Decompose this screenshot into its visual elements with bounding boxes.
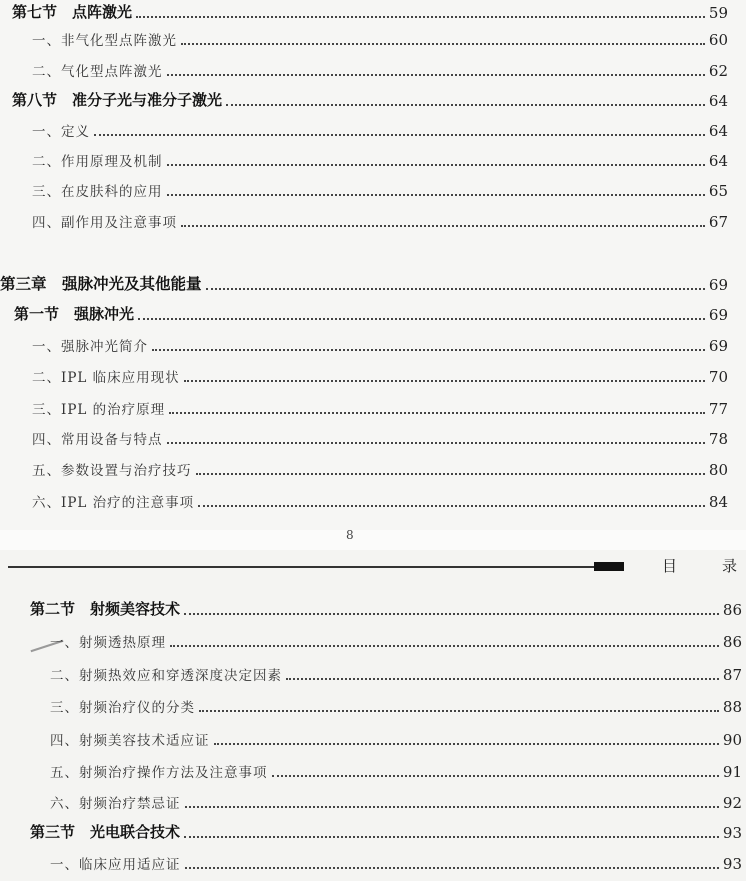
toc-page-number: 93 [722,855,742,873]
toc-row [50,851,742,873]
toc-page-number: 88 [722,698,742,716]
toc-page-number: 90 [722,731,742,749]
toc-item-title: 四、副作用及注意事项 [32,215,177,231]
toc-section-title: 第三节 光电联合技术 [30,823,181,841]
toc-page-number: 64 [708,152,728,170]
toc-page-number: 64 [708,92,728,110]
toc-row [32,333,728,355]
toc-page-number: 64 [708,122,728,140]
page-gap [0,530,746,550]
toc-section-title: 第七节 点阵激光 [12,3,133,21]
toc-page-number: 60 [708,31,728,49]
toc-page-number: 93 [722,824,742,842]
toc-section-title: 第一节 强脉冲光 [14,305,135,323]
toc-row [32,148,728,170]
dot-leader [169,411,705,414]
dot-leader [185,866,719,869]
dot-leader [196,472,705,475]
toc-item-title: 二、IPL 临床应用现状 [32,370,180,386]
dot-leader [167,163,705,166]
dot-leader [226,103,705,106]
toc-row [12,88,728,110]
dot-leader [167,441,705,444]
header-marker [594,562,624,571]
toc-item-title: 一、非气化型点阵激光 [32,33,177,49]
toc-item-title: 一、临床应用适应证 [50,857,181,873]
toc-item-title: 三、在皮肤科的应用 [32,184,163,200]
toc-page-number: 77 [708,400,728,418]
dot-leader [136,15,705,18]
dot-leader [170,644,719,647]
dot-leader [94,133,705,136]
toc-section-title: 第八节 准分子光与准分子激光 [12,91,223,109]
toc-chapter-title: 第三章 强脉冲光及其他能量 [0,274,202,293]
toc-row [12,0,728,22]
toc-page-number: 92 [722,794,742,812]
toc-row [32,58,728,80]
toc-item-title: 二、作用原理及机制 [32,154,163,170]
toc-page-number: 59 [708,4,728,22]
toc-item-title: 一、射频透热原理 [50,635,166,651]
dot-leader [138,317,705,320]
toc-page-number: 78 [708,430,728,448]
toc-row [32,489,728,511]
toc-row [32,396,728,418]
toc-row [50,727,742,749]
toc-row [30,597,742,619]
toc-item-title: 五、射频治疗操作方法及注意事项 [50,765,268,781]
dot-leader [206,287,705,290]
toc-page-number: 86 [722,601,742,619]
toc-item-title: 六、射频治疗禁忌证 [50,796,181,812]
dot-leader [199,709,719,712]
dot-leader [185,805,719,808]
toc-page-number: 62 [708,62,728,80]
toc-row [30,820,742,842]
toc-row [0,272,728,294]
dot-leader [286,677,719,680]
toc-page-number: 69 [708,306,728,324]
toc-page-number: 70 [708,368,728,386]
header-rule [8,566,596,568]
dot-leader [214,742,719,745]
toc-row [32,178,728,200]
toc-row [32,364,728,386]
dot-leader [181,42,705,45]
toc-page-number: 69 [708,276,728,294]
toc-item-title: 二、气化型点阵激光 [32,64,163,80]
toc-page-number: 65 [708,182,728,200]
toc-row [50,662,742,684]
toc-section-title: 第二节 射频美容技术 [30,600,181,618]
toc-row [50,629,742,651]
toc-row [32,27,728,49]
toc-item-title: 四、常用设备与特点 [32,432,163,448]
toc-page-number: 84 [708,493,728,511]
toc-row [50,790,742,812]
toc-item-title: 二、射频热效应和穿透深度决定因素 [50,668,282,684]
toc-item-title: 四、射频美容技术适应证 [50,733,210,749]
toc-page-number: 91 [722,763,742,781]
dot-leader [167,193,705,196]
dot-leader [272,774,719,777]
toc-row [14,302,728,324]
toc-item-title: 三、IPL 的治疗原理 [32,402,166,418]
toc-row [32,118,728,140]
page-number-footer: 8 [346,528,354,542]
dot-leader [152,348,705,351]
toc-item-title: 三、射频治疗仪的分类 [50,700,195,716]
toc-item-title: 六、IPL 治疗的注意事项 [32,495,195,511]
toc-row [32,426,728,448]
toc-row [32,457,728,479]
toc-page-number: 86 [722,633,742,651]
toc-page-number: 80 [708,461,728,479]
dot-leader [184,379,705,382]
toc-item-title: 一、定义 [32,124,90,140]
toc-row [50,694,742,716]
toc-page-number: 69 [708,337,728,355]
toc-page-number: 87 [722,666,742,684]
toc-item-title: 一、强脉冲光简介 [32,339,148,355]
toc-item-title: 五、参数设置与治疗技巧 [32,463,192,479]
dot-leader [184,835,719,838]
running-header-char-2: 录 [722,557,738,575]
dot-leader [184,612,719,615]
toc-page-number: 67 [708,213,728,231]
dot-leader [181,224,705,227]
toc-row [50,759,742,781]
running-header-char-1: 目 [662,557,678,575]
toc-row [32,209,728,231]
dot-leader [167,73,705,76]
dot-leader [198,504,705,507]
